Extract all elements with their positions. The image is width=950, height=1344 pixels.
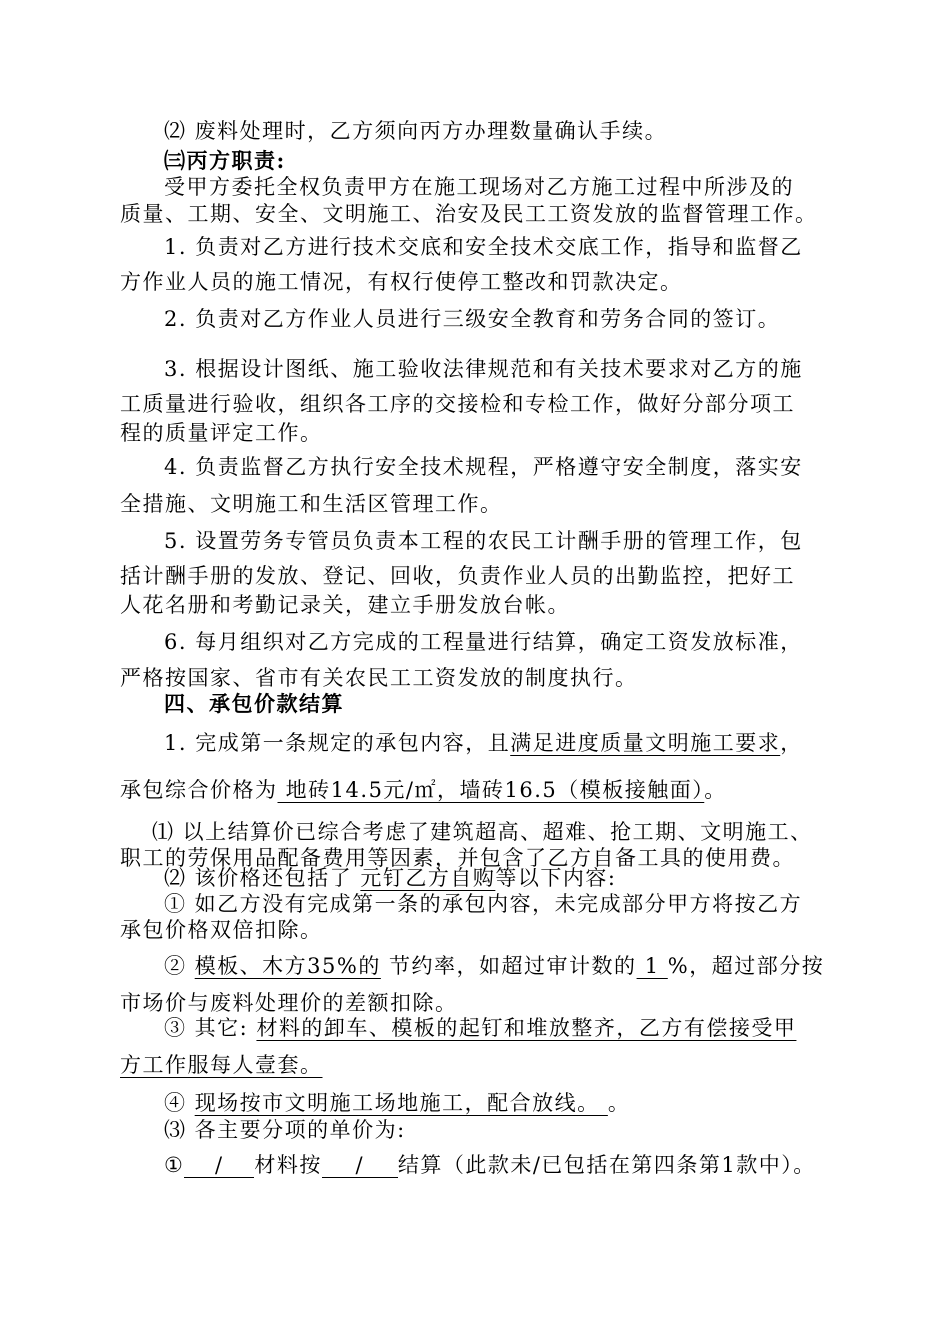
duty-5-line1: 5. 设置劳务专管员负责本工程的农民工计酬手册的管理工作，包 (164, 529, 803, 553)
item-2-line1 (164, 951, 824, 981)
item-1-line2: 承包价格双倍扣除。 (120, 918, 323, 942)
item-2-line2: 市场价与废料处理价的差额扣除。 (120, 991, 458, 1015)
price-punct: 。 (704, 778, 727, 802)
note-2-end: 等以下内容: (495, 866, 617, 890)
unit-price-text-end: 结算（此款未/已包括在第四条第1款中）。 (397, 1153, 816, 1177)
item-2-text-end: %，超过部分按 (667, 954, 825, 978)
heading-section-4: 四、承包价款结算 (164, 691, 344, 716)
unit-price-item-1 (164, 1150, 816, 1180)
item-2-text: 节约率，如超过审计数的 (380, 954, 637, 978)
item-4 (164, 1088, 630, 1118)
item-3-label: ③ 其它: (164, 1016, 257, 1040)
settlement-1-punct: ， (780, 731, 803, 755)
duty-3-line3: 程的质量评定工作。 (120, 421, 323, 445)
note-1-line1: ⑴ 以上结算价已综合考虑了建筑超高、超难、抢工期、文明施工、 (152, 820, 813, 844)
note-2-underlined: 元钉乙方自购 (360, 866, 496, 890)
duty-3-line2: 工质量进行验收，组织各工序的交接检和专检工作，做好分部分项工 (120, 392, 795, 416)
party-c-intro-line2: 质量、工期、安全、文明施工、治安及民工工资发放的监督管理工作。 (120, 202, 818, 226)
blank-1: / (184, 1153, 254, 1178)
item-2-underlined-percent: 1 (636, 954, 668, 978)
item-3-underlined: 材料的卸车、模板的起钉和堆放整齐，乙方有偿接受甲 (256, 1016, 797, 1040)
heading-party-c-duties: ㈢丙方职责: (164, 148, 286, 173)
note-2-text: ⑵ 该价格还包括了 (164, 866, 361, 890)
blank-2: / (322, 1153, 398, 1178)
item-3-line2 (120, 1050, 323, 1080)
settlement-1-line1 (164, 728, 803, 758)
duty-1-line1: 1. 负责对乙方进行技术交底和安全技术交底工作，指导和监督乙 (164, 235, 803, 259)
party-c-intro-line1: 受甲方委托全权负责甲方在施工现场对乙方施工过程中所涉及的 (164, 175, 794, 199)
price-label: 承包综合价格为 (120, 778, 278, 802)
unit-price-text: 材料按 (254, 1153, 322, 1177)
item-4-marker: ④ (164, 1091, 195, 1115)
settlement-1-text: 1. 完成第一条规定的承包内容，且 (164, 731, 511, 755)
duty-6-line2: 严格按国家、省市有关农民工工资发放的制度执行。 (120, 666, 638, 690)
settlement-1-line2 (120, 775, 727, 805)
note-1-line2: 职工的劳保用品配备费用等因素，并包含了乙方自备工具的使用费。 (120, 846, 795, 870)
item-1-line1: ① 如乙方没有完成第一条的承包内容，未完成部分甲方将按乙方 (164, 892, 803, 916)
duty-3-line1: 3. 根据设计图纸、施工验收法律规范和有关技术要求对乙方的施 (164, 357, 803, 381)
duty-1-line2: 方作业人员的施工情况，有权行使停工整改和罚款决定。 (120, 270, 683, 294)
duty-5-line3: 人花名册和考勤记录关，建立手册发放台帐。 (120, 593, 570, 617)
duty-2: 2. 负责对乙方作业人员进行三级安全教育和劳务合同的签订。 (164, 307, 781, 331)
item-4-end: 。 (607, 1091, 631, 1115)
item-2-marker: ② (164, 954, 195, 978)
clause-waste-handling: ⑵ 废料处理时，乙方须向丙方办理数量确认手续。 (164, 119, 668, 143)
price-value: 地砖14.5元/㎡，墙砖16.5（模板接触面） (277, 778, 705, 802)
note-3: ⑶ 各主要分项的单价为: (164, 1118, 406, 1142)
unit-price-marker: ① (164, 1153, 185, 1177)
settlement-1-requirement: 满足进度质量文明施工要求 (510, 731, 781, 755)
item-3-underlined-cont: 方工作服每人壹套。 (120, 1053, 323, 1077)
duty-6-line1: 6. 每月组织对乙方完成的工程量进行结算，确定工资发放标准， (164, 630, 803, 654)
item-2-underlined-material: 模板、木方35%的 (194, 954, 381, 978)
item-3-line1 (164, 1013, 796, 1043)
duty-4-line1: 4. 负责监督乙方执行安全技术规程，严格遵守安全制度，落实安 (164, 455, 803, 479)
duty-4-line2: 全措施、文明施工和生活区管理工作。 (120, 492, 503, 516)
duty-5-line2: 括计酬手册的发放、登记、回收，负责作业人员的出勤监控，把好工 (120, 564, 795, 588)
item-4-underlined: 现场按市文明施工场地施工，配合放线。 (194, 1091, 608, 1115)
